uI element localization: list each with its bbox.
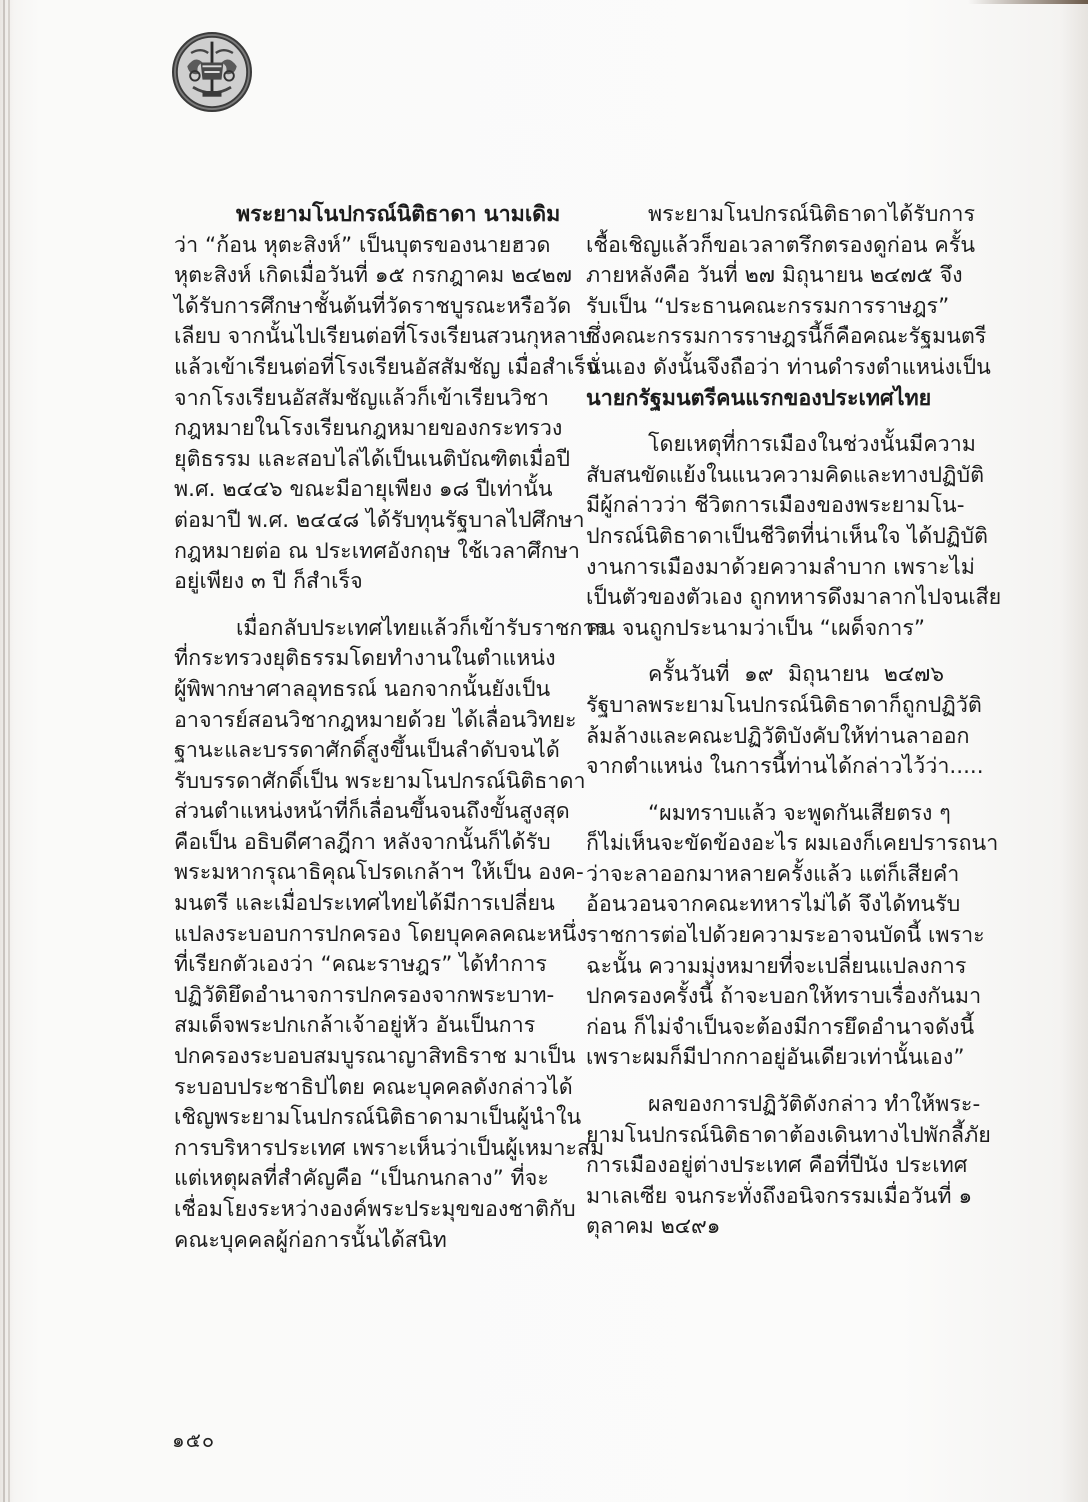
left-text-column — [174, 200, 607, 1256]
text-line: ปฏิวัติยึดอำนาจการปกครองจากพระบาท- — [174, 982, 555, 1008]
text-line: คือเป็น อธิบดีศาลฎีกา หลังจากนั้นก็ได้รับ — [174, 829, 551, 855]
text-line: กฎหมายในโรงเรียนกฎหมายของกระทรวง — [174, 416, 563, 442]
paragraph-gap — [174, 598, 526, 614]
text-line: อยู่เพียง ๓ ปี ก็สำเร็จ — [174, 569, 363, 595]
text-line: พระยามโนปกรณ์นิติธาดาได้รับการ — [648, 202, 976, 227]
paragraph-gap — [586, 414, 944, 430]
text-line: ยามโนปกรณ์นิติธาดาต้องเดินทางไปพักลี้ภัย — [586, 1122, 991, 1148]
text-line: เพราะผมก็มีปากกาอยู่อันเดียวเท่านั้นเอง” — [586, 1045, 965, 1071]
text-line: เชื่อมโยงระหว่างองค์พระประมุขของชาติกับ — [174, 1197, 576, 1222]
text-line: คน จนถูกประนามว่าเป็น “เผด็จการ” — [586, 615, 926, 641]
text-line: ภายหลังคือ วันที่ ๒๗ มิถุนายน ๒๔๗๕ จึง — [586, 263, 963, 289]
text-line: หุตะสิงห์ เกิดเมื่อวันที่ ๑๕ กรกฎาคม ๒๔๒๗ — [174, 263, 572, 289]
text-line: ปกครองครั้งนี้ ถ้าจะบอกให้ทราบเรื่องกันมา — [586, 984, 982, 1010]
paragraph-career — [174, 614, 607, 1256]
text-line: จากตำแหน่ง ในการนี้ท่านได้กล่าวไว้ว่า..... — [586, 754, 984, 780]
page-number: ๑๕๐ — [172, 1428, 216, 1452]
text-line: ที่กระทรวงยุติธรรมโดยทำงานในตำแหน่ง — [174, 646, 556, 672]
text-line: แล้วเข้าเรียนต่อที่โรงเรียนอัสสัมชัญ เมื่อสำเร็จ — [174, 354, 599, 380]
text-line: สับสนขัดแย้งในแนวความคิดและทางปฏิบัติ — [586, 462, 985, 488]
royal-seal-emblem-icon — [172, 32, 252, 112]
emblem-graphic — [174, 34, 250, 110]
text-line: ผู้พิพากษาศาลอุทธรณ์ นอกจากนั้นยังเป็น — [174, 676, 551, 702]
text-line: รัฐบาลพระยามโนปกรณ์นิติธาดาก็ถูกปฏิวัติ — [586, 692, 982, 718]
text-line: การเมืองอยู่ต่างประเทศ คือที่ปีนัง ประเทศ — [586, 1153, 968, 1179]
text-line: ล้มล้างและคณะปฏิวัติบังคับให้ท่านลาออก — [586, 723, 970, 749]
text-line: ว่าจะลาออกมาหลายครั้งแล้ว แต่ก็เสียคำ — [586, 861, 960, 887]
text-line: ระบอบประชาธิปไตย คณะบุคคลดังกล่าวได้ — [174, 1074, 573, 1100]
text-line: ว่า “ก้อน หุตะสิงห์” เป็นบุตรของนายฮวด — [174, 232, 551, 258]
text-line: เลียบ จากนั้นไปเรียนต่อที่โรงเรียนสวนกุหลาบ — [174, 324, 593, 350]
text-line: ปกครองระบอบสมบูรณาญาสิทธิราช มาเป็น — [174, 1044, 576, 1070]
text-line: ได้รับการศึกษาชั้นต้นที่วัดราชบูรณะหรือวัด — [174, 293, 572, 319]
text-line: โดยเหตุที่การเมืองในช่วงนั้นมีความ — [648, 432, 976, 458]
text-line: เชื้อเชิญแล้วก็ขอเวลาตรึกตรองดูก่อน ครั้น — [586, 232, 976, 258]
text-line: ฐานะและบรรดาศักดิ์สูงขึ้นเป็นลำดับจนได้ — [174, 738, 560, 764]
text-line: ยุติธรรม และสอบไล่ได้เป็นเนติบัณฑิตเมื่อปี — [174, 446, 570, 472]
right-text-column — [586, 200, 1002, 1243]
text-line: งานการเมืองมาด้วยความลำบาก เพราะไม่ — [586, 554, 975, 580]
text-line: อ้อนวอนจากคณะทหารไม่ได้ จึงได้ทนรับ — [586, 892, 961, 918]
text-line: นั่นเอง ดังนั้นจึงถือว่า ท่านดำรงตำแหน่งเป็น — [586, 354, 991, 380]
text-line: ซึ่งคณะกรรมการราษฎรนี้ก็คือคณะรัฐมนตรี — [586, 324, 987, 350]
text-line: รับบรรดาศักดิ์เป็น พระยามโนปกรณ์นิติธาดา — [174, 768, 586, 794]
text-line: สมเด็จพระปกเกล้าเจ้าอยู่หัว อันเป็นการ — [174, 1013, 536, 1039]
text-line: เมื่อกลับประเทศไทยแล้วก็เข้ารับราชการ — [236, 615, 607, 641]
text-line: ฉะนั้น ความมุ่งหมายที่จะเปลี่ยนแปลงการ — [586, 953, 967, 979]
page-spine-edge — [3, 0, 5, 1502]
text-line: พ.ศ. ๒๔๔๖ ขณะมีอายุเพียง ๑๘ ปีเท่านั้น — [174, 477, 553, 503]
text-line: จากโรงเรียนอัสสัมชัญแล้วก็เข้าเรียนวิชา — [174, 385, 549, 411]
paragraph-exile — [586, 1090, 991, 1243]
paragraph-politics — [586, 430, 1002, 644]
text-line: เชิญพระยามโนปกรณ์นิติธาดามาเป็นผู้นำใน — [174, 1105, 582, 1131]
text-line: ที่เรียกตัวเองว่า “คณะราษฎร” ได้ทำการ — [174, 952, 547, 978]
text-line: “ผมทราบแล้ว จะพูดกันเสียตรง ๆ — [648, 800, 951, 826]
paragraph-gap — [586, 1074, 944, 1090]
page-spine-edge-inner — [8, 0, 10, 1502]
paragraph-coup — [586, 660, 984, 782]
paragraph-quote — [586, 799, 999, 1074]
page-top-edge — [968, 0, 1088, 4]
text-line: คณะบุคคลผู้ก่อการนั้นได้สนิท — [174, 1227, 447, 1253]
text-line: ตุลาคม ๒๔๙๑ — [586, 1214, 721, 1240]
text-line: แต่เหตุผลที่สำคัญคือ “เป็นกนกลาง” ที่จะ — [174, 1166, 549, 1192]
text-line: อาจารย์สอนวิชากฎหมายด้วย ได้เลื่อนวิทยะ — [174, 707, 577, 733]
text-line: การบริหารประเทศ เพราะเห็นว่าเป็นผู้เหมาะสม — [174, 1135, 605, 1161]
paragraph-first-pm — [586, 200, 991, 414]
text-line: ต่อมาปี พ.ศ. ๒๔๔๘ ได้รับทุนรัฐบาลไปศึกษา — [174, 507, 585, 533]
text-line: ราชการต่อไปด้วยความระอาจนบัดนี้ เพราะ — [586, 923, 985, 949]
text-line — [174, 200, 561, 231]
text-line: ครั้นวันที่ ๑๙ มิถุนายน ๒๔๗๖ — [648, 662, 944, 688]
text-line: รับเป็น “ประธานคณะกรรมการราษฎร” — [586, 293, 950, 319]
paragraph-gap — [586, 644, 944, 660]
text-line: กฎหมายต่อ ณ ประเทศอังกฤษ ใช้เวลาศึกษา — [174, 538, 580, 564]
text-line: ผลของการปฏิวัติดังกล่าว ทำให้พระ- — [648, 1092, 981, 1118]
text-line: ก็ไม่เห็นจะขัดข้องอะไร ผมเองก็เคยปรารถนา — [586, 831, 999, 857]
text-line: มาเลเซีย จนกระทั่งถึงอนิจกรรมเมื่อวันที่ ๑ — [586, 1183, 973, 1209]
text-line: ปกรณ์นิติธาดาเป็นชีวิตที่น่าเห็นใจ ได้ปฏิบัติ — [586, 523, 988, 549]
text-line: ก่อน ก็ไม่จำเป็นจะต้องมีการยึดอำนาจดังนี้ — [586, 1014, 975, 1040]
name-heading: พระยามโนปกรณ์นิติธาดา นามเดิม — [236, 202, 561, 227]
text-line-emphasis: นายกรัฐมนตรีคนแรกของประเทศไทย — [586, 385, 932, 411]
text-line: พระมหากรุณาธิคุณโปรดเกล้าฯ ให้เป็น องค- — [174, 860, 584, 886]
text-line: แปลงระบอบการปกครอง โดยบุคคลคณะหนึ่ง — [174, 921, 587, 947]
paragraph-biography — [174, 200, 599, 598]
text-line: เป็นตัวของตัวเอง ถูกทหารดึงมาลากไปจนเสีย — [586, 585, 1002, 611]
paragraph-gap — [586, 783, 944, 799]
text-line: ส่วนตำแหน่งหน้าที่ก็เลื่อนขึ้นจนถึงขั้นสูงสุด — [174, 799, 570, 825]
text-line: มีผู้กล่าวว่า ชีวิตการเมืองของพระยามโน- — [586, 493, 965, 519]
text-line: มนตรี และเมื่อประเทศไทยได้มีการเปลี่ยน — [174, 891, 555, 917]
